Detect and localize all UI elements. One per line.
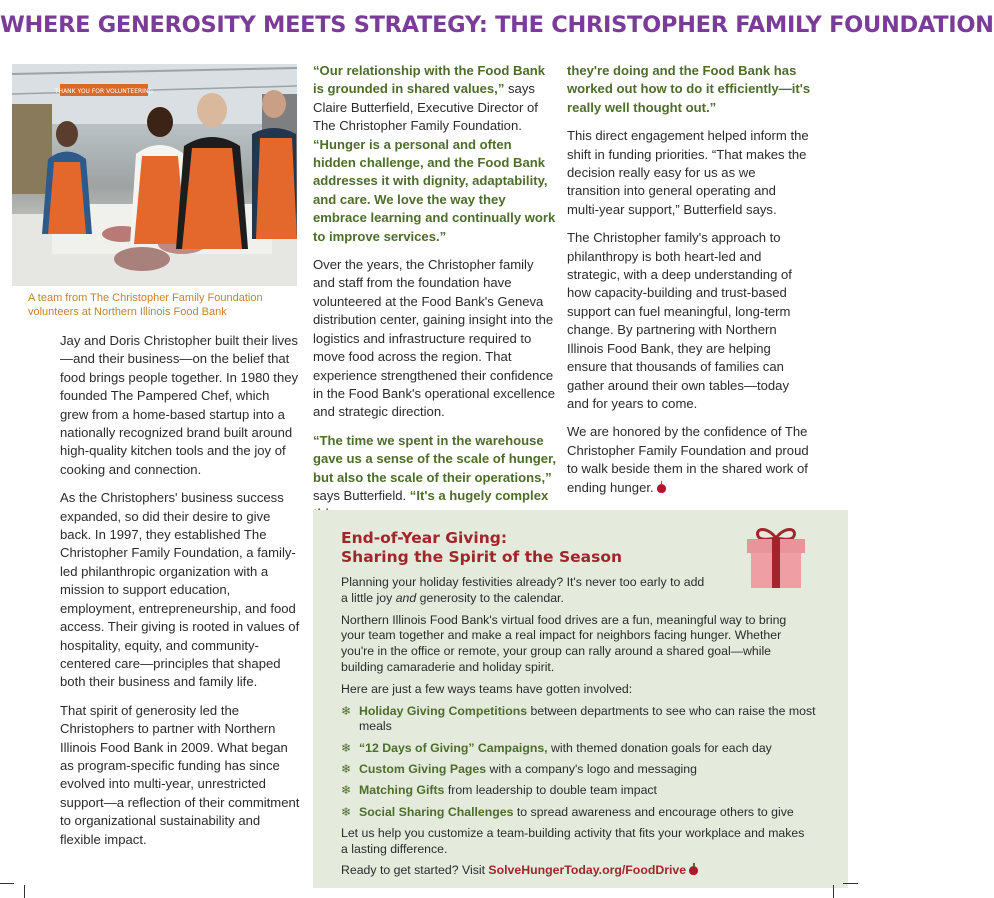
cta-text: Ready to get started? Visit [341, 863, 489, 878]
list-item-title: “12 Days of Giving” Campaigns, [359, 740, 548, 755]
list-item-text: with a company's logo and messaging [486, 761, 697, 776]
list-item [341, 762, 822, 778]
volunteer-photo-illustration [12, 64, 297, 286]
crop-mark [843, 883, 858, 884]
giving-ideas-list [341, 704, 822, 821]
giving-paragraph: Here are just a few ways teams have gotten involved: [341, 681, 633, 696]
article-paragraph: That spirit of generosity led the Christophers to partner with Northern Illinois Food Bank in 2009. What began as program-specific funding has since evolved into multi-year, unrestricted support—a reflection of their commitment to organizational sustainability and flexible impact. [60, 702, 300, 847]
giving-intro-emphasis: and [395, 590, 417, 605]
quote-attribution: says Butterfield. [313, 487, 410, 503]
volunteer-photo [12, 64, 297, 286]
end-of-year-giving-box [313, 510, 848, 888]
gift-box-icon [745, 524, 807, 590]
apple-icon [689, 866, 698, 875]
giving-paragraph: Northern Illinois Food Bank's virtual food drives are a fun, meaningful way to bring your team together and make a real impact for neighbors facing hunger. Whether you're in the office or remote, your group can rally around a shared goal—while building camaraderie and holiday spirit. [341, 612, 787, 674]
list-item [341, 783, 822, 799]
quote-attribution: says Claire Butterfield, Executive Director of The Christopher Family Foundation. [313, 81, 538, 134]
pull-quote: “It's a hugely complex [409, 487, 549, 503]
list-item [341, 741, 822, 757]
snowflake-icon: ❄ [341, 804, 352, 819]
giving-intro [341, 575, 706, 607]
giving-intro-text: generosity to the calendar. [416, 590, 564, 605]
crop-mark [0, 883, 14, 884]
snowflake-icon: ❄ [341, 783, 352, 798]
food-drive-link[interactable]: SolveHungerToday.org/FoodDrive [488, 863, 687, 878]
article-paragraph [313, 62, 557, 246]
article-paragraph: This direct engagement helped inform the shift in funding priorities. “That makes the decision really easy for us as we transition into general operating and multi-year support,” Butterfield says. [567, 128, 809, 217]
snowflake-icon: ❄ [341, 740, 352, 755]
list-item-title: Social Sharing Challenges [359, 804, 514, 819]
giving-paragraph: Let us help you customize a team-building activity that fits your workplace and makes a lasting difference. [341, 825, 805, 856]
pull-quote: “The time we spent in the warehouse gave us a sense of the scale of hunger, but also the scale of their operations,” [313, 432, 557, 485]
pull-quote: “Hunger is a personal and often hidden challenge, and the Food Bank addresses it with dignity, adaptability, and care. We love the way they embrace learning and continually work to improve services.” [313, 136, 556, 244]
giving-title-line-2: Sharing the Spirit of the Season [341, 548, 623, 566]
article-paragraph: As the Christophers' business success expanded, so did their desire to give back. In 1997, they established The Christopher Family Foundation, a family-led philanthropic organization with a mission to support education, employment, entrepreneurship, and food access. Their giving is rooted in values of hospitality, equity, and community-centered care—principles that shaped both their business and family life. [60, 490, 300, 690]
giving-cta [341, 863, 822, 879]
photo-sign-text: THANK YOU FOR VOLUNTEERING [54, 88, 154, 95]
list-item-text: to spread awareness and encourage others to give [513, 804, 794, 819]
snowflake-icon: ❄ [341, 703, 352, 718]
article-column-3 [567, 62, 811, 507]
crop-mark [24, 885, 25, 898]
article-paragraph: Over the years, the Christopher family and staff from the foundation have volunteered at the Food Bank's Geneva distribution center, gaining insight into the logistics and infrastructure required to move food across the region. That experience strengthened their confidence in the Food Bank's operational excellence and strategic direction. [313, 257, 555, 420]
list-item-text: with themed donation goals for each day [547, 740, 772, 755]
article-paragraph: Jay and Doris Christopher built their lives—and their business—on the belief that food brings people together. In 1980 they founded The Pampered Chef, which grew from a home-based startup into a nationally recognized brand built around high-quality kitchen tools and the joy of cooking and connection. [60, 333, 299, 477]
closing-text: We are honored by the confidence of The Christopher Family Foundation and proud to walk beside them in the shared work of ending hunger. [567, 424, 809, 495]
list-item-title: Holiday Giving Competitions [359, 703, 528, 718]
article-paragraph: The Christopher family's approach to philanthropy is both heart-led and strategic, with a deep understanding of how capacity-building and trust-based support can fuel meaningful, long-term change. By partnering with Northern Illinois Food Bank, they are helping ensure that thousands of families can gather around their own tables—today and for years to come. [567, 230, 792, 411]
list-item-text: between departments to see who can raise the most meals [359, 703, 816, 734]
article-column-2 [313, 62, 557, 534]
photo-caption: A team from The Christopher Family Foundation volunteers at Northern Illinois Food Bank [28, 292, 263, 318]
list-item [341, 704, 822, 736]
crop-mark [833, 885, 834, 898]
pull-quote: they're doing and the Food Bank has worked out how to do it efficiently—it's really well thought out.” [567, 63, 811, 115]
list-item-title: Matching Gifts [359, 783, 445, 798]
giving-title-line-1: End-of-Year Giving: [341, 529, 508, 547]
list-item [341, 805, 822, 821]
article-paragraph [567, 62, 811, 117]
article-paragraph [567, 423, 811, 497]
page-headline: WHERE GENEROSITY MEETS STRATEGY: THE CHRISTOPHER FAMILY FOUNDATION [0, 12, 994, 38]
list-item-title: Custom Giving Pages [359, 761, 487, 776]
snowflake-icon: ❄ [341, 761, 352, 776]
list-item-text: from leadership to double team impact [444, 783, 657, 798]
apple-icon [657, 484, 666, 493]
article-column-1 [60, 332, 300, 859]
giving-intro-text: Planning your holiday festivities already? It's never too early to add a little joy [341, 575, 705, 605]
pull-quote: “Our relationship with the Food Bank is grounded in shared values,” [313, 63, 546, 97]
